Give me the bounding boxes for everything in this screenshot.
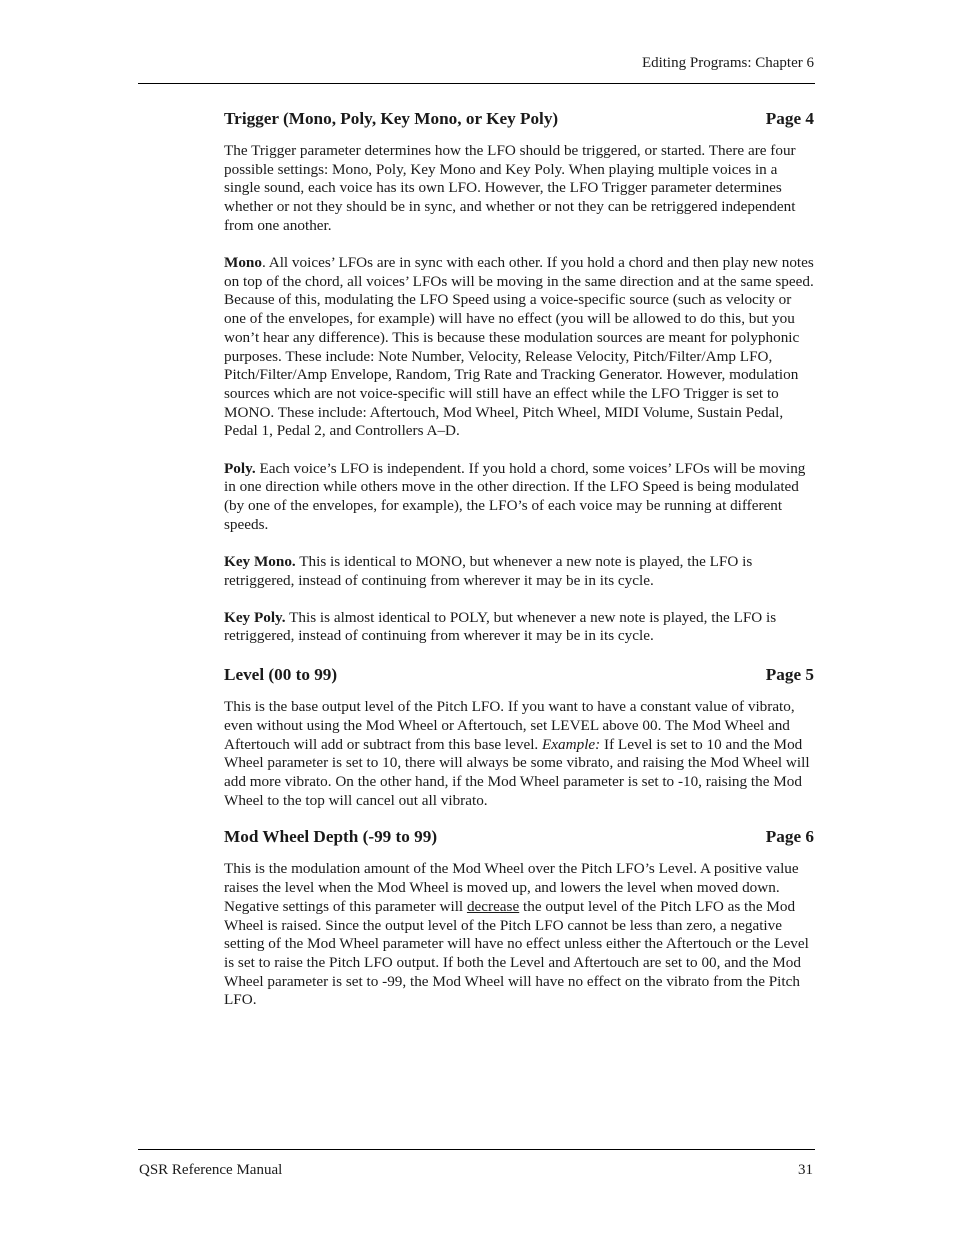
- paragraph-key-poly: [224, 609, 814, 646]
- paragraph-poly: [224, 460, 814, 535]
- paragraph: [224, 860, 814, 1010]
- footer-rule: [138, 1149, 815, 1150]
- emphasis: Example:: [542, 735, 601, 753]
- page-content: [224, 108, 814, 1010]
- paragraph: The Trigger parameter determines how the LFO should be triggered, or started. There are four possible settings: Mono, Poly, Key Mono and Key Poly. When playing multiple voices in a single sound, each voice has its own LFO. However, the LFO Trigger parameter determines whether or not they should be in sync, and whether or not they can be retriggered independent from one another.: [224, 142, 796, 234]
- term: Key Poly.: [224, 608, 286, 626]
- header-rule: [138, 83, 815, 84]
- paragraph-key-mono: [224, 553, 814, 590]
- section-page-ref: Page 4: [765, 109, 814, 128]
- running-header: Editing Programs: Chapter 6: [641, 55, 814, 71]
- term-description: This is identical to MONO, but whenever a new note is played, the LFO is retriggered, instead of continuing from wherever it may be in its cycle.: [224, 552, 753, 589]
- section-title: Mod Wheel Depth (-99 to 99): [224, 827, 438, 847]
- term-description: This is almost identical to POLY, but whenever a new note is played, the LFO is retriggered, instead of continuing from wherever it may be in its cycle.: [224, 608, 777, 645]
- section-title: Level (00 to 99): [224, 665, 338, 685]
- section-title: Trigger (Mono, Poly, Key Mono, or Key Poly): [224, 109, 559, 128]
- section-page-ref: Page 5: [765, 665, 814, 685]
- term-description: . All voices’ LFOs are in sync with each other. If you hold a chord and then play new notes on top of the chord, all voices’ LFOs will be moving in the same direction and at the same speed. Because of this, modulating the LFO Speed using a voice-specific source (such as velocity or one of the envelopes, for example) will have no effect (you will be allowed to do this, but you won’t hear any difference). This is because these modulation sources are meant for polyphonic purposes. These include: Note Number, Velocity, Release Velocity, Pitch/Filter/Amp LFO, Pitch/Filter/Amp Envelope, Random, Trig Rate and Tracking Generator. However, modulation sources which are not voice-specific will still have an effect while the LFO Trigger is set to MONO. These include: Aftertouch, Mod Wheel, Pitch Wheel, MIDI Volume, Sustain Pedal, Pedal 1, Pedal 2, and Controllers A–D.: [224, 254, 814, 440]
- paragraph: [224, 698, 814, 810]
- term: Poly.: [224, 459, 256, 477]
- text-run: This is the base output level of the Pitch LFO. If you want to have a constant value of vibrato, even without using the Mod Wheel or Aftertouch, set LEVEL above 00. The Mod Wheel and Aftertouch will add or subtract from this base level.: [224, 698, 795, 753]
- underlined-word: decrease: [466, 897, 520, 915]
- section-heading-level: [224, 664, 814, 686]
- section-heading-trigger: [224, 108, 814, 130]
- text-run: This is the modulation amount of the Mod Wheel over the Pitch LFO’s Level. A positive value raises the level when the Mod Wheel is moved up, and lowers the level when moved down. Negative settings of this parameter will: [224, 860, 799, 915]
- page-number: 31: [798, 1162, 813, 1178]
- term-description: Each voice’s LFO is independent. If you hold a chord, some voices’ LFOs will be moving in one direction while others move in the other direction. If the LFO Speed is being modulated (by one of the envelopes, for example), the LFO’s of each voice may be running at different speeds.: [224, 459, 806, 533]
- paragraph-mono: [224, 254, 814, 441]
- footer-manual-title: QSR Reference Manual: [139, 1162, 283, 1178]
- section-heading-mod-wheel-depth: [224, 826, 814, 848]
- text-run: the output level of the Pitch LFO as the Mod Wheel is raised. Since the output level of the Pitch LFO cannot be less than zero, a negative setting of the Mod Wheel parameter will have no effect unless either the Aftertouch or the Level is set to raise the Pitch LFO output. If both the Level and Aftertouch are set to 00, and the Mod Wheel parameter is set to -99, the Mod Wheel will have no effect on the vibrato from the Pitch LFO.: [224, 897, 809, 1009]
- term: Key Mono.: [224, 552, 296, 570]
- section-page-ref: Page 6: [765, 827, 814, 847]
- term: Mono: [224, 254, 262, 272]
- text-run: If Level is set to 10 and the Mod Wheel parameter is set to 10, there will always be some vibrato, and raising the Mod Wheel will add more vibrato. On the other hand, if the Mod Wheel parameter is set to -10, raising the Mod Wheel to the top will cancel out all vibrato.: [224, 735, 810, 809]
